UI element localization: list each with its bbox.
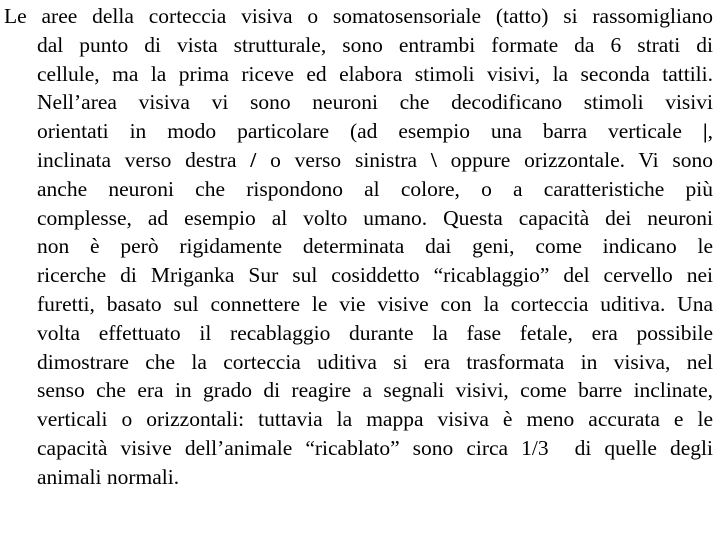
text-line bbox=[4, 204, 713, 233]
text-segment: Nell’area visiva vi sono neuroni che decodificano stimoli visivi bbox=[37, 90, 713, 115]
text-line bbox=[4, 232, 713, 261]
text-segment: o verso sinistra bbox=[256, 147, 431, 172]
text-line bbox=[4, 319, 713, 348]
text-line bbox=[4, 290, 713, 319]
text-segment: verticali o orizzontali: tuttavia la mappa visiva è meno accurata e le bbox=[37, 407, 713, 432]
text-line bbox=[4, 31, 713, 60]
text-segment: Le aree della corteccia visiva o somatosensoriale (tatto) si rassomigliano bbox=[4, 4, 713, 28]
text-line bbox=[4, 88, 713, 117]
text-segment: inclinata verso destra bbox=[37, 147, 251, 172]
text-line bbox=[4, 405, 713, 434]
text-segment: furetti, basato sul connettere le vie visive con la corteccia uditiva. Una bbox=[37, 291, 713, 316]
text-segment: , bbox=[707, 119, 713, 144]
text-segment: dal punto di vista strutturale, sono entrambi formate da 6 strati di bbox=[37, 32, 713, 57]
text-segment: dimostrare che la corteccia uditiva si era trasformata in visiva, nel bbox=[37, 349, 713, 374]
text-segment: senso che era in grado di reagire a segnali visivi, come barre inclinate, bbox=[37, 378, 713, 403]
orientation-bar-glyph: \ bbox=[430, 147, 437, 172]
text-line bbox=[4, 463, 713, 492]
text-line bbox=[4, 175, 713, 204]
orientation-bar-glyph: | bbox=[702, 119, 708, 144]
text-segment: oppure orizzontale. Vi sono bbox=[436, 147, 714, 172]
text-line bbox=[4, 117, 713, 146]
text-segment: anche neuroni che rispondono al colore, o a caratteristiche più bbox=[37, 176, 713, 201]
text-segment: animali normali. bbox=[37, 464, 180, 489]
text-segment: non è però rigidamente determinata dai geni, come indicano le bbox=[37, 234, 713, 259]
text-line bbox=[4, 2, 713, 31]
orientation-bar-glyph: / bbox=[250, 147, 257, 172]
text-segment: ricerche di Mriganka Sur sul cosiddetto “ricablaggio” del cervello nei bbox=[37, 263, 713, 288]
text-segment: complesse, ad esempio al volto umano. Questa capacità dei neuroni bbox=[37, 205, 713, 230]
text-segment: orientati in modo particolare (ad esempio una barra verticale bbox=[37, 119, 703, 144]
text-segment: cellule, ma la prima riceve ed elabora stimoli visivi, la seconda tattili. bbox=[37, 61, 713, 86]
text-line bbox=[4, 60, 713, 89]
text-line bbox=[4, 434, 713, 463]
text-line bbox=[4, 376, 713, 405]
text-line bbox=[4, 146, 713, 175]
text-segment: capacità visive dell’animale “ricablato” sono circa 1/3 di quelle degli bbox=[37, 435, 713, 460]
text-line bbox=[4, 348, 713, 377]
text-line bbox=[4, 261, 713, 290]
text-segment: volta effettuato il recablaggio durante la fase fetale, era possibile bbox=[37, 320, 713, 345]
